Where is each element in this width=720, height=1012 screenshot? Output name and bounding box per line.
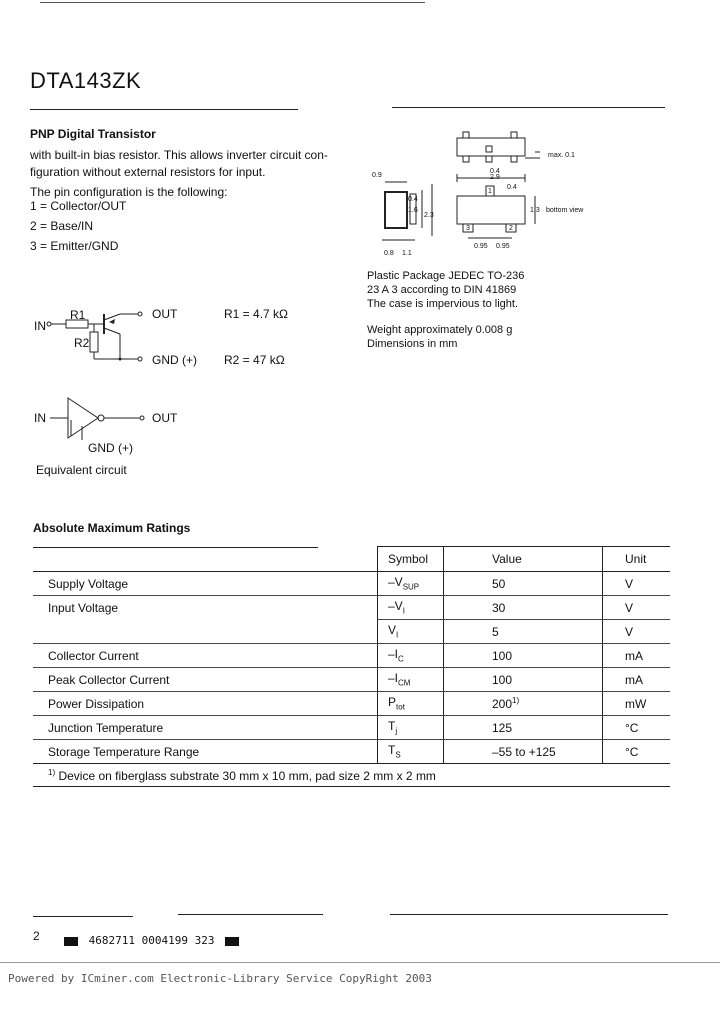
unit-cell: °C [603,716,671,740]
dim-0-4-top: 0.4 [490,168,500,175]
symbol-main: –I [388,647,399,662]
symbol-main: T [388,719,396,734]
value-main: 100 [492,649,513,663]
footer-dotted-rule [0,962,720,963]
package-side-view [385,192,407,228]
bottom-rule-right [390,914,668,915]
dim-0-8: 0.8 [384,250,394,257]
circuit-gnd-label: GND (+) [152,353,197,367]
symbol-sub: S [395,750,401,760]
bottom-view-label: bottom view [546,207,584,214]
value-cell [444,668,603,692]
unit-cell: mW [603,692,671,716]
package-line: Dimensions in mm [367,338,458,350]
package-info [367,269,524,351]
barcode-block-icon [225,937,239,946]
symbol-cell [378,644,444,668]
title-rule-right [392,107,665,108]
value-cell [444,740,603,764]
package-line: Plastic Package JEDEC TO-236 [367,270,525,282]
value-main: 5 [492,625,499,639]
footnote-row [33,764,670,787]
table-row [33,620,670,644]
symbol-main: –V [388,575,403,590]
ratings-table [33,546,670,787]
description-line: figuration without external resistors for input. [30,165,266,179]
circuit-out-label: OUT [152,307,178,321]
title-rule-left [30,109,298,110]
description-text [30,147,360,201]
dim-1-1: 1.1 [402,250,412,257]
powered-by: Powered by ICminer.com Electronic-Library Service CopyRight 2003 [8,972,432,985]
value-main: 30 [492,601,506,615]
dim-0-4-left: 0.4 [408,196,418,203]
inverter-out-terminal [140,416,144,420]
value-cell [444,572,603,596]
r1-value: R1 = 4.7 kΩ [224,307,289,321]
package-top-view [457,138,525,156]
ratings-heading: Absolute Maximum Ratings [33,521,191,535]
symbol-sub: CM [398,678,411,688]
in-terminal [47,322,51,326]
equivalent-in-label: IN [34,411,46,425]
description-heading: PNP Digital Transistor [30,127,156,141]
value-main: 50 [492,577,506,591]
col-parameter [33,547,378,572]
unit-cell: V [603,620,671,644]
symbol-main: T [388,743,396,758]
out-terminal [138,312,142,316]
description-line: with built-in bias resistor. This allows inverter circuit con- [30,148,328,162]
value-sup: 1) [512,696,520,705]
footnote-text: Device on fiberglass substrate 30 mm x 10 mm, pad size 2 mm x 2 mm [58,768,436,783]
symbol-main: V [388,623,397,638]
col-unit: Unit [603,547,671,572]
symbol-main: P [388,695,397,710]
page-title: DTA143ZK [30,68,142,93]
symbol-cell [378,620,444,644]
symbol-cell [378,740,444,764]
description-line: The pin configuration is the following: [30,185,228,199]
circuit-r2-label: R2 [74,336,90,350]
symbol-sub: j [395,726,398,736]
table-header-row [33,547,670,572]
value-cell [444,596,603,620]
symbol-sub: SUP [402,582,420,592]
r2-resistor [90,332,98,352]
package-bottom-view [457,196,525,224]
symbol-cell [378,692,444,716]
symbol-cell [378,716,444,740]
equivalent-out-label: OUT [152,411,178,425]
barcode-block-icon [64,937,78,946]
barcode-line [64,934,239,947]
dim-2-9: 2.9 [490,174,500,181]
page-number: 2 [33,929,40,943]
inverter-triangle [68,398,98,438]
table-row [33,716,670,740]
circuit-r1-label: R1 [70,308,86,322]
pin-list [30,198,126,258]
pin-item: 1 = Collector/OUT [30,199,127,213]
circuit-in-label: IN [34,319,46,333]
symbol-sub: C [398,654,404,664]
col-symbol: Symbol [378,547,444,572]
pin-item: 3 = Emitter/GND [30,239,119,253]
param-cell: Storage Temperature Range [48,744,200,759]
equivalent-gnd-label: GND (+) [88,441,133,455]
circuit-schematic [30,300,230,380]
dim-0-9: 0.9 [372,172,382,179]
footnote-mark: 1) [48,767,56,777]
param-cell: Input Voltage [48,600,119,615]
table-row [33,596,670,620]
param-cell: Junction Temperature [33,716,378,740]
param-cell: Power Dissipation [33,692,378,716]
value-main: –55 to +125 [492,745,556,759]
pin-3-marker: 3 [466,225,470,232]
table-row [33,692,670,716]
value-cell [444,644,603,668]
param-cell: Peak Collector Current [33,668,378,692]
package-line: The case is impervious to light. [367,298,519,310]
pin-item: 2 = Base/IN [30,219,94,233]
symbol-cell [378,572,444,596]
table-row [33,644,670,668]
equivalent-caption: Equivalent circuit [36,463,127,477]
unit-cell: °C [603,740,671,764]
symbol-cell [378,668,444,692]
dim-0-95-b: 0.95 [496,243,510,250]
package-line: 23 A 3 according to DIN 41869 [367,284,517,296]
dim-max01: max. 0.1 [548,152,575,159]
symbol-cell [378,596,444,620]
unit-cell: mA [603,644,671,668]
dim-0-4-side: 0.4 [507,184,517,191]
table-row [33,668,670,692]
table-row [33,572,670,596]
symbol-main: –V [388,599,403,614]
param-cell: Supply Voltage [33,572,378,596]
package-line: Weight approximately 0.008 g [367,324,513,336]
symbol-main: –I [388,671,399,686]
top-rule [40,2,425,3]
pin-2-marker: 2 [509,225,513,232]
value-main: 100 [492,673,513,687]
pin-1-marker: 1 [488,188,492,195]
gnd-terminal [138,357,142,361]
value-main: 200 [492,697,513,711]
symbol-sub: I [402,606,405,616]
table-row [33,740,670,764]
value-cell [444,692,603,716]
r2-value: R2 = 47 kΩ [224,353,285,367]
barcode-text: 4682711 0004199 323 [88,934,215,947]
dim-1-3: 1.3 [530,207,540,214]
footnote-cell [33,764,670,787]
col-value: Value [444,547,603,572]
symbol-sub: I [396,630,399,640]
param-cell [33,620,378,644]
bottom-rule-left [33,916,133,917]
symbol-sub: tot [396,702,405,712]
value-cell [444,620,603,644]
value-cell [444,716,603,740]
bottom-rule-mid [178,914,323,915]
dim-2-3: 2.3 [424,212,434,219]
dim-1-6: 1.6 [408,207,418,214]
unit-cell: V [603,572,671,596]
value-main: 125 [492,721,513,735]
param-cell: Collector Current [33,644,378,668]
unit-cell: V [603,596,671,620]
dim-0-95-a: 0.95 [474,243,488,250]
unit-cell: mA [603,668,671,692]
